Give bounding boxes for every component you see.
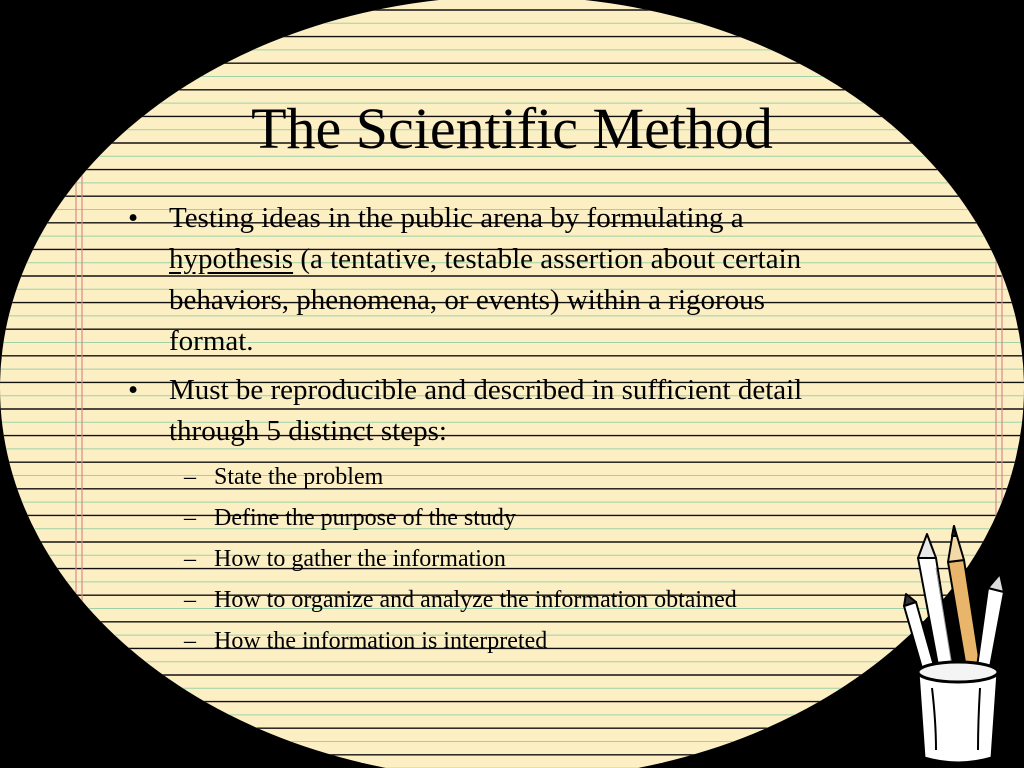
step-text: Define the purpose of the study	[214, 505, 516, 531]
step-text: How the information is interpreted	[214, 628, 548, 654]
slide-title: The Scientific Method	[251, 96, 773, 161]
step-item	[128, 460, 818, 494]
bullet-marker: •	[128, 374, 139, 406]
step-item	[128, 542, 818, 576]
bullet-text: Must be reproducible and described in sufficient detail through 5 distinct steps:	[169, 374, 803, 447]
slide-content	[128, 198, 818, 665]
step-marker: –	[184, 546, 196, 572]
step-text: How to gather the information	[214, 546, 506, 572]
bullet-hypothesis	[128, 198, 818, 362]
pencil-cup-icon	[896, 522, 1020, 766]
bullet-text-post: (a tentative, testable assertion about certain behaviors, phenomena, or events) within a rigorous format.	[169, 243, 802, 357]
step-marker: –	[184, 505, 196, 531]
step-marker: –	[184, 628, 196, 654]
bullet-marker: •	[128, 202, 139, 234]
step-item	[128, 583, 818, 617]
step-text: How to organize and analyze the information obtained	[214, 587, 737, 613]
step-text: State the problem	[214, 464, 384, 490]
step-marker: –	[184, 587, 196, 613]
bullet-text-pre: Testing ideas in the public arena by formulating a	[169, 202, 744, 234]
bullet-reproducible	[128, 370, 818, 452]
step-item	[128, 501, 818, 535]
hypothesis-term: hypothesis	[169, 243, 294, 275]
step-item	[128, 624, 818, 658]
step-marker: –	[184, 464, 196, 490]
